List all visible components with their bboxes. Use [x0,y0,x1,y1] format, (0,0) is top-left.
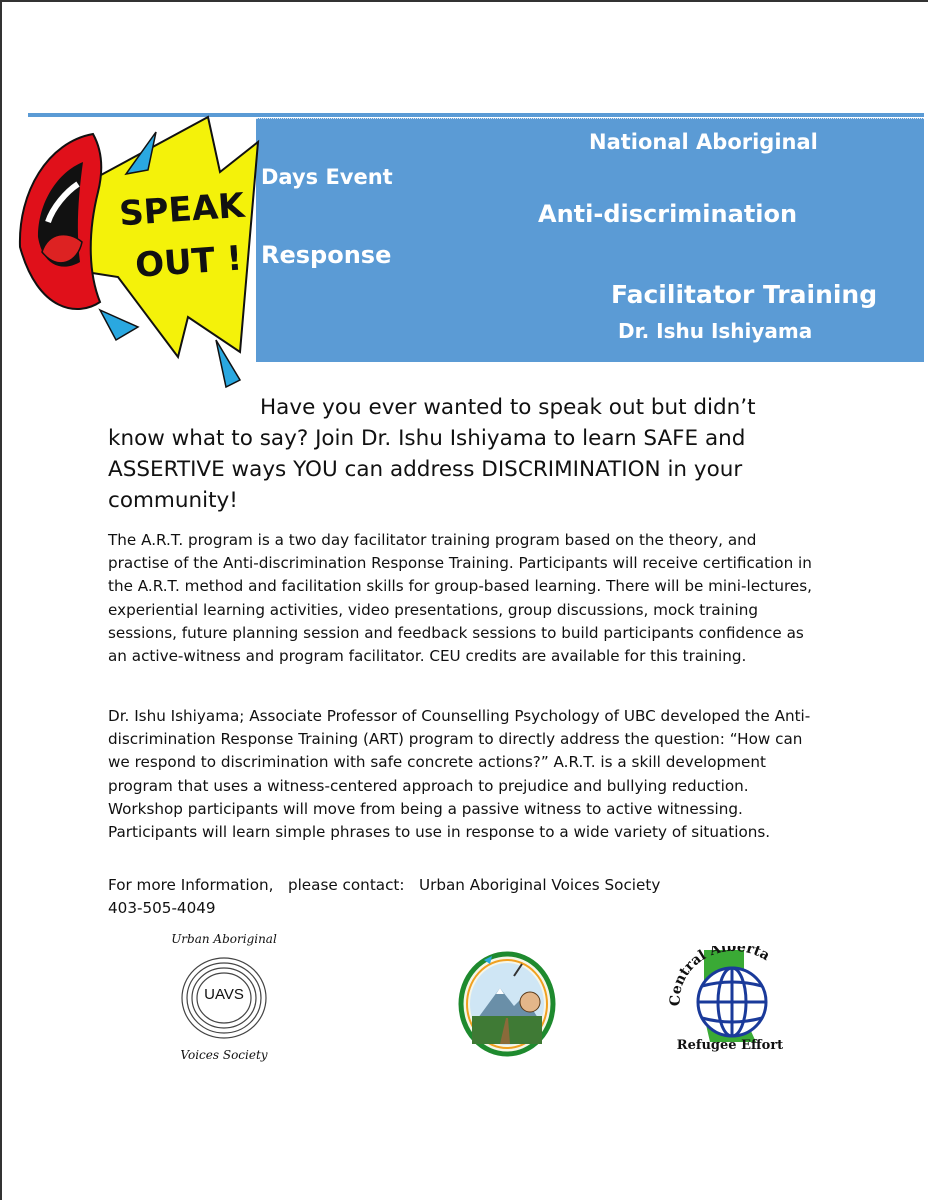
header-banner [256,118,924,362]
uavs-logo-bottom-text: Voices Society [180,1048,268,1062]
intro-sentence: Have you ever wanted to speak out but didn’t know what to say? Join Dr. Ishu Ishiyama to learn SAFE and ASSERTIVE ways YOU can address DISCRIMINATION in your community! [108,395,756,513]
intro-text [108,392,798,516]
care-logo-name: Refugee Effort [676,1038,784,1053]
header-line-4: Response [261,241,392,269]
header-line-2: Days Event [261,165,393,189]
landscape-emblem-icon [452,948,562,1058]
header-line-1: National Aboriginal [589,130,818,154]
uavs-logo [168,928,280,1072]
header-line-3: Anti-discrimination [538,200,798,228]
page-border-left [0,0,2,1200]
care-logo [660,946,800,1066]
page-border-top [0,0,928,2]
contact-line: For more Information, please contact: Urban Aboriginal Voices Society [108,876,661,894]
globe-icon [660,946,800,1046]
speak-word: SPEAK [117,185,246,235]
cyan-shard-2 [100,310,138,340]
out-word: OUT ! [133,238,244,286]
contact-phone: 403-505-4049 [108,899,216,917]
header-line-6: Dr. Ishu Ishiyama [618,319,813,343]
uavs-logo-top-text: Urban Aboriginal [171,932,277,946]
program-description: The A.R.T. program is a two day facilitator training program based on the theory, and practise of the Anti-discrimination Response Training. Participants will receive certification in the A.R.T. method and facilitation skills for group-based learning. There will be mini-lectures, experiential learning activities, video presentations, group discussions, mock training sessions, future planning session and feedback sessions to build participants confidence as an active-witness and program facilitator. CEU credits are available for this training. [108,531,812,666]
uavs-abbreviation: UAVS [204,986,244,1003]
care-arc-text: Central Alberta [667,946,773,1007]
contact-info [108,874,660,920]
header-line-5: Facilitator Training [611,280,878,309]
speak-out-logo [8,112,264,394]
facilitator-bio: Dr. Ishu Ishiyama; Associate Professor of Counselling Psychology of UBC developed the Anti-discrimination Response Training (ART) program to directly address the question: “How can we respond to discrimination with safe concrete actions?” A.R.T. is a skill development program that uses a witness-centered approach to prejudice and bullying reduction. Workshop participants will move from being a passive witness to active witnessing. Participants will learn simple phrases to use in response to a wide variety of situations. [108,707,811,842]
